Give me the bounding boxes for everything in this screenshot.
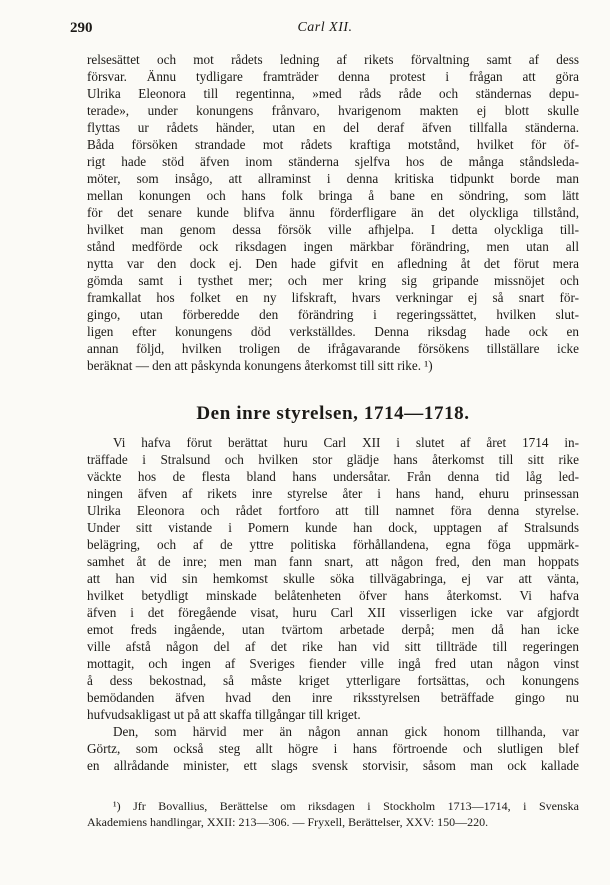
text-line: Den, som härvid mer än någon annan gick honom tillhanda, var: [113, 724, 579, 739]
text-line: flyttas ur rådets händer, utan en del deraf äfven tillfalla ständerna.: [87, 120, 579, 135]
text-line: äfven i det föregående visat, huru Carl XII visserligen icke var afgjordt: [87, 605, 579, 620]
text-line: Ulrika Eleonora till regentinna, »med råds råde och ständernas depu-: [87, 86, 579, 101]
text-line: terade», under konungens frånvaro, hvarigenom makten ej blott skulle: [87, 103, 579, 118]
text-line: mottagit, och ingen af Sveriges fiender ville ingå fred utan någon vinst: [87, 656, 579, 671]
text-line: väckte hos de flesta bland hans undersåtar. Från denna tid låg led-: [87, 469, 579, 484]
footnote-line: ¹) Jfr Bovallius, Berättelse om riksdagen i Stockholm 1713—1714, i Svenska: [113, 799, 579, 813]
text-line: belägring, och af de yttre politiska förhållandena, egna föga uppmärk-: [87, 537, 579, 552]
text-line: ligen efter konungens död verkställdes. Denna riksdag hade ock en: [87, 324, 579, 339]
text-line: träffade i Stralsund och hvilken stor glädje hans återkomst till sitt rike: [87, 452, 579, 467]
text-line: beräknat — den att påskynda konungens återkomst till sitt rike. ¹): [87, 358, 433, 373]
text-line: möter, som insågo, att allraminst i denna kritiska tidpunkt borde man: [87, 171, 579, 186]
text-line: relsesättet och mot rådets ledning af rikets förvaltning samt af dess: [87, 52, 579, 67]
paragraph-closing-chapter: [87, 51, 579, 374]
section-heading: Den inre styrelsen, 1714—1718.: [196, 403, 470, 424]
paragraph: [87, 723, 579, 774]
text-line: ville afstå någon del af det rike han vid sitt tillträde till regeringen: [87, 639, 579, 654]
text-line: å dess bekostnad, så måste kriget ytterligare fortsättas, och konungens: [87, 673, 579, 688]
text-line: hvilket man genom dessa försök ville afhjelpa. I detta olyckliga till-: [87, 222, 579, 237]
text-line: Vi hafva förut berättat huru Carl XII i slutet af året 1714 in-: [113, 435, 579, 450]
text-line: nytta var den dock ej. Den hade gifvit en afledning åt det förut mera: [87, 256, 579, 271]
footnote-line: Akademiens handlingar, XXII: 213—306. — Fryxell, Berättelser, XXV: 150—220.: [87, 815, 489, 829]
text-line: mellan konungen och hans folk bringa å bane en söndring, som lätt: [87, 188, 579, 203]
text-line: emot freds ingående, utan tvärtom arbetade derpå; men då han icke: [87, 622, 579, 637]
running-title: Carl XII.: [297, 20, 353, 35]
text-line: gingo, utan förberedde den förändring i regeringssättet, hvilken slut-: [87, 307, 579, 322]
text-line: försvar. Ännu tydligare framträder denna protest i frågan att göra: [87, 69, 579, 84]
text-line: Görtz, som också steg allt högre i hans förtroende och slutligen blef: [87, 741, 579, 756]
page-number: 290: [70, 20, 93, 36]
text-line: stånd medförde ock riksdagen ingen märkbar förändring, men utan all: [87, 239, 579, 254]
running-head: [70, 20, 580, 42]
paragraph: [87, 434, 579, 723]
text-line: annan följd, hvilken troligen de ifrågavarande försökens tillställare icke: [87, 341, 579, 356]
text-line: Ulrika Eleonora och rådet fortforo att till namnet föra denna styrelse.: [87, 503, 579, 518]
section-body: [87, 434, 579, 774]
text-line: hufvudsakligast ut på att skaffa tillgångar till kriget.: [87, 707, 361, 722]
text-line: Båda försöken strandade mot rådets kraftiga motstånd, hvilket för öf-: [87, 137, 579, 152]
text-line: ningen äfven af rikets inre styrelse åter i hans hand, ehuru prinsessan: [87, 486, 579, 501]
text-line: Under sitt vistande i Pomern kunde han dock, upptagen af Stralsunds: [87, 520, 579, 535]
text-line: samhet åt de inre; men man fann snart, att någon fred, den man hoppats: [87, 554, 579, 569]
text-line: framkallat hos folket en ny lifskraft, hvars verkningar ej så snart för-: [87, 290, 579, 305]
footnotes: [87, 798, 579, 830]
text-line: att han vid sin hemkomst skulle söka tillvägabringa, ej var att vänta,: [87, 571, 579, 586]
text-line: en allrådande minister, ett slags svensk storvisir, såsom man ock kallade: [87, 758, 579, 773]
text-line: bemödanden äfven hvad den inre riksstyrelsen beträffade gingo nu: [87, 690, 579, 705]
text-line: hvilket betydligt minskade belåtenheten öfver hans återkomst. Vi hafva: [87, 588, 579, 603]
text-line: gömda samt i tysthet mer; och mer kring sig gripande missnöjet och: [87, 273, 579, 288]
text-line: rigt hade stöd äfven inom ständerna sjelfva hos de många ståndsleda-: [87, 154, 579, 169]
text-line: för det senare kunde blifva ännu förderfligare än det olyckliga tillstånd,: [87, 205, 579, 220]
